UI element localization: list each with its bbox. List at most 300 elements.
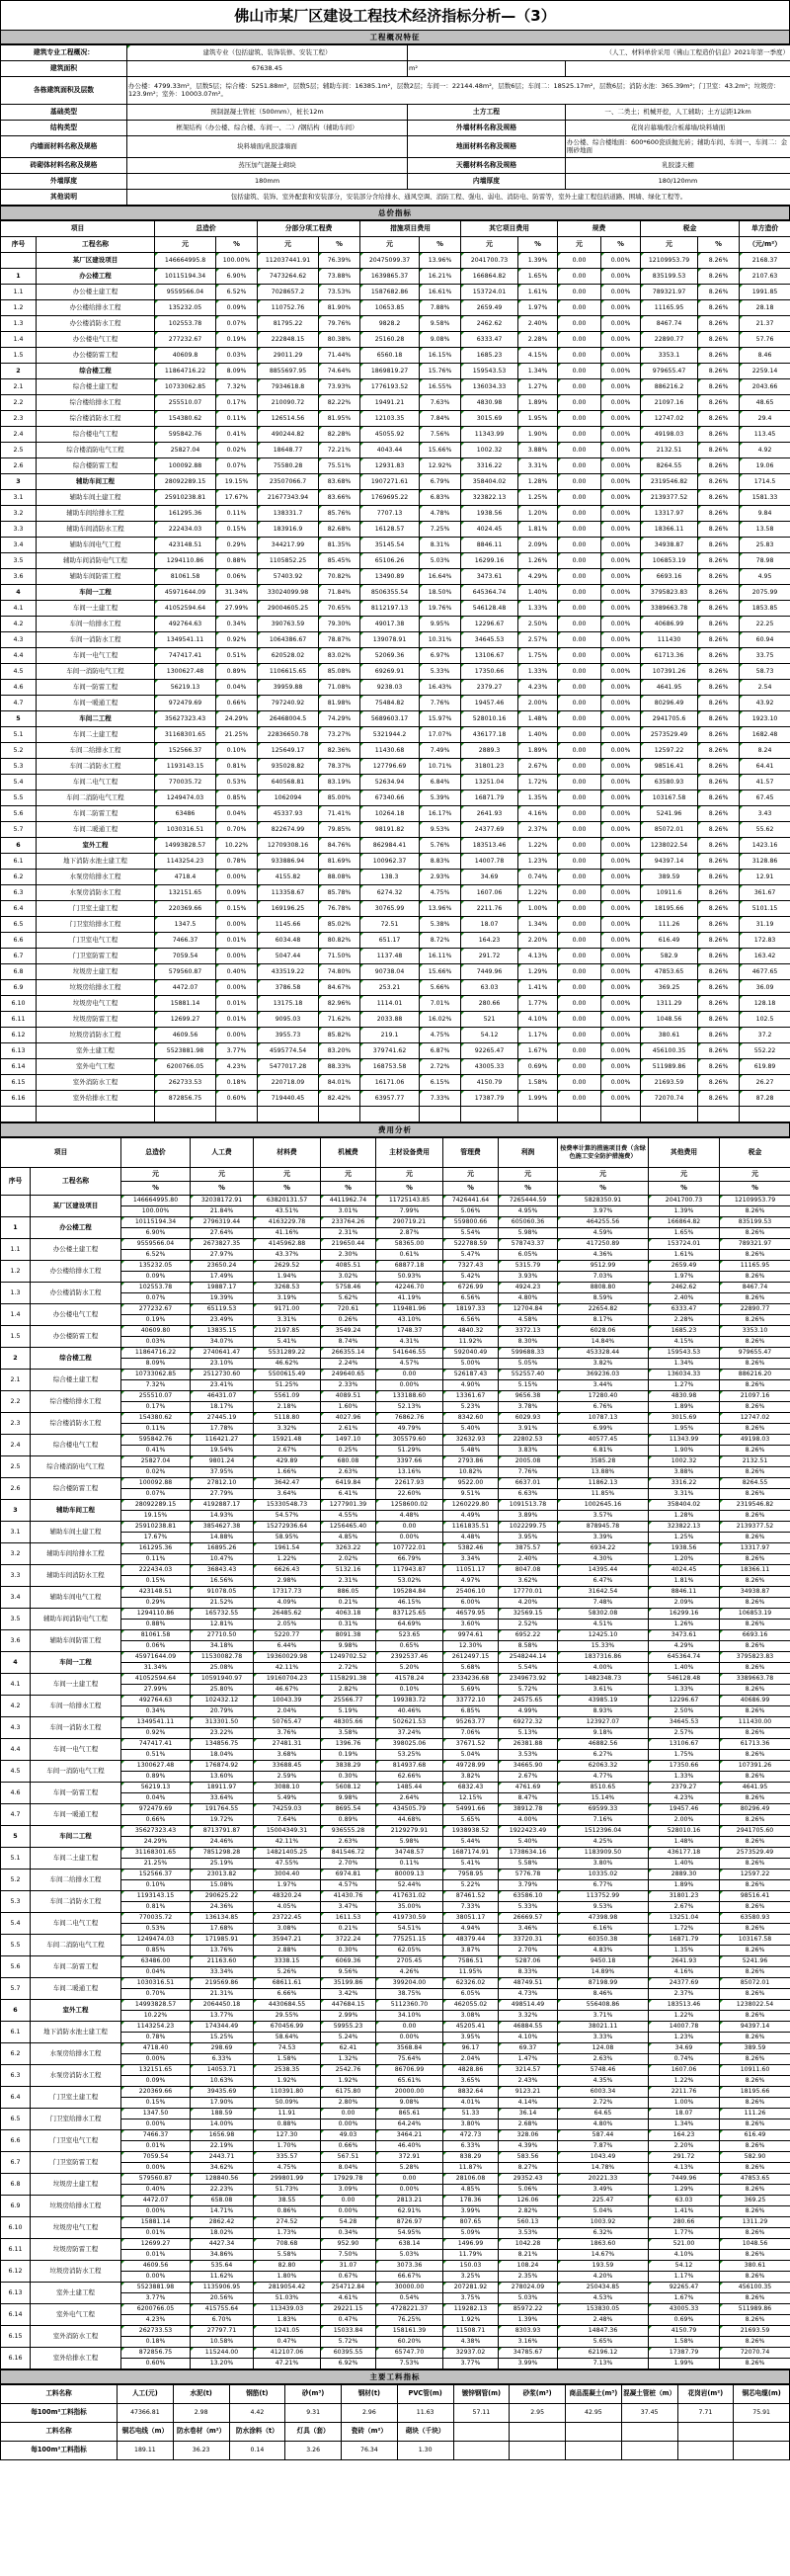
- value-cell: 7.88%: [420, 300, 461, 316]
- value-cell: 2041700.73: [649, 1196, 720, 1206]
- value-cell: 18366.11: [720, 1565, 790, 1576]
- table-row: [1, 1304, 790, 1315]
- percent-cell: 5.15%: [499, 1380, 558, 1391]
- value-cell: 14007.78: [649, 2022, 720, 2033]
- percent-cell: 27.99%: [121, 1685, 191, 1696]
- overview-value: 办公楼、综合楼地面：600*600瓷质抛光砖；辅助车间、车间一、车间二：金刚砂地面: [566, 136, 790, 158]
- value-cell: 26669.57: [499, 1913, 558, 1924]
- value-cell: 1.39%: [518, 253, 558, 269]
- percent-cell: 46.62%: [254, 1359, 321, 1370]
- value-cell: 183513.46: [461, 838, 518, 854]
- value-cell: 63820131.57: [254, 1196, 321, 1206]
- value-cell: 1738634.16: [499, 1848, 558, 1859]
- value-cell: 0.00: [558, 775, 601, 790]
- value-cell: 5315.79: [499, 1261, 558, 1272]
- percent-cell: 51.29%: [376, 1446, 443, 1456]
- value-cell: 8.26%: [698, 411, 740, 427]
- value-cell: 58302.08: [558, 1609, 649, 1620]
- percent-cell: 3.34%: [443, 1554, 499, 1565]
- value-cell: 5523881.98: [121, 2283, 191, 2293]
- value-cell: 64.65: [558, 2109, 649, 2119]
- value-cell: 161295.36: [155, 506, 216, 522]
- percent-cell: 58.95%: [254, 1533, 321, 1543]
- value-cell: 1.81%: [518, 522, 558, 538]
- value-cell: 35627323.43: [121, 1826, 191, 1837]
- percent-cell: 8.17%: [558, 1315, 649, 1326]
- project-name-cell: 办公楼防雷工程: [31, 1326, 121, 1348]
- value-cell: 10653.85: [360, 300, 420, 316]
- value-cell: 4430684.55: [254, 2000, 321, 2011]
- percent-cell: 8.26%: [720, 1446, 790, 1456]
- value-cell: 6726.99: [443, 1283, 499, 1293]
- project-name-cell: 综合楼消防电气工程: [31, 1456, 121, 1478]
- value-cell: 0.00: [558, 506, 601, 522]
- value-cell: 0.18%: [216, 1075, 258, 1091]
- value-cell: 8.26%: [698, 964, 740, 980]
- value-cell: 63486.00: [121, 1956, 191, 1967]
- value-cell: 0.00%: [601, 538, 641, 553]
- project-name-cell: 垃圾房给排水工程: [37, 980, 155, 996]
- value-cell: 464255.56: [558, 1217, 649, 1228]
- value-cell: 4609.56: [121, 2261, 191, 2272]
- row-number-cell: 4.3: [1, 1717, 31, 1739]
- table-row: [1, 121, 790, 136]
- overview-label: 内墙厚度: [408, 174, 566, 190]
- value-cell: 3473.61: [461, 569, 518, 585]
- row-number-cell: 5.7: [1, 822, 37, 838]
- percent-cell: 9.98%: [321, 1793, 376, 1804]
- value-cell: 10.22%: [216, 838, 258, 854]
- percent-cell: 2.67%: [649, 1902, 720, 1913]
- percent-cell: 2.88%: [254, 1946, 321, 1956]
- value-cell: 8.26%: [698, 648, 740, 664]
- percent-cell: 31.34%: [121, 1663, 191, 1674]
- value-cell: 936555.28: [321, 1826, 376, 1837]
- percent-cell: 46.15%: [376, 1598, 443, 1609]
- value-cell: 2889.3: [461, 743, 518, 759]
- value-cell: 1193143.15: [155, 759, 216, 775]
- value-cell: 11343.99: [649, 1435, 720, 1446]
- col-unit: 元: [360, 237, 420, 253]
- value-cell: 80296.49: [641, 696, 698, 711]
- value-cell: 25910238.81: [155, 490, 216, 506]
- percent-cell: 3.25%: [443, 2272, 499, 2283]
- value-cell: 0.00: [558, 474, 601, 490]
- percent-cell: 3.82%: [443, 1772, 499, 1783]
- value-cell: 0.09%: [216, 885, 258, 901]
- row-number-cell: 6.15: [1, 1075, 37, 1091]
- material-value-cell: 7.71: [677, 2404, 734, 2423]
- percent-cell: 1.22%: [649, 2011, 720, 2022]
- value-cell: 39959.88: [258, 680, 319, 696]
- value-cell: 82.96%: [319, 996, 360, 1012]
- value-cell: 7059.54: [155, 949, 216, 964]
- percent-cell: 11.87%: [443, 2163, 499, 2174]
- value-cell: 1143254.23: [155, 854, 216, 870]
- percent-cell: 0.30%: [321, 1946, 376, 1956]
- table-row: [1, 1935, 790, 1946]
- value-cell: 11430.68: [360, 743, 420, 759]
- value-cell: 3397.66: [376, 1456, 443, 1467]
- table-row: [1, 1059, 790, 1075]
- value-cell: 12109953.79: [720, 1196, 790, 1206]
- value-cell: 54991.66: [443, 1804, 499, 1815]
- value-cell: 0.00%: [601, 506, 641, 522]
- percent-cell: 0.06%: [121, 1641, 191, 1652]
- value-cell: 63957.77: [360, 1091, 420, 1107]
- value-cell: 81.90%: [319, 300, 360, 316]
- value-cell: 0.00: [558, 838, 601, 854]
- value-cell: 18.07: [461, 917, 518, 933]
- table-row: [1, 105, 790, 121]
- value-cell: 358404.02: [649, 1500, 720, 1511]
- project-name-cell: 综合楼土建工程: [31, 1370, 121, 1391]
- percent-cell: 8.26%: [720, 2337, 790, 2348]
- row-number-cell: 1: [1, 1217, 31, 1239]
- overview-label: 基础类型: [1, 105, 127, 121]
- percent-cell: 3.82%: [558, 1359, 649, 1370]
- value-cell: 886216.2: [641, 379, 698, 395]
- value-cell: 103167.58: [720, 1935, 790, 1946]
- value-cell: 35627323.43: [155, 711, 216, 727]
- value-cell: 8.26%: [698, 601, 740, 617]
- material-header-cell: PVC管(m): [397, 2385, 453, 2404]
- table-row: [1, 775, 790, 790]
- percent-cell: 5.62%: [321, 1293, 376, 1304]
- percent-cell: 1.83%: [254, 2315, 321, 2326]
- value-cell: 31.34%: [216, 585, 258, 601]
- project-name-cell: 垃圾房消防水工程: [37, 1028, 155, 1043]
- table-row: [1, 1804, 790, 1815]
- table-row: [1, 1696, 790, 1706]
- value-cell: 40686.99: [720, 1696, 790, 1706]
- project-name-cell: 综合楼工程: [31, 1348, 121, 1370]
- percent-cell: 1.22%: [649, 2076, 720, 2087]
- material-header-cell: 花岗岩(m²): [677, 2385, 734, 2404]
- col-group-unit-price: 单方造价: [740, 221, 790, 237]
- value-cell: 0.85%: [216, 790, 258, 806]
- value-cell: 0.00%: [601, 253, 641, 269]
- value-cell: 0.00: [321, 2196, 376, 2206]
- table-row: [1, 980, 790, 996]
- value-cell: 0.00: [558, 411, 601, 427]
- value-cell: 1.48%: [518, 711, 558, 727]
- value-cell: 25827.04: [155, 443, 216, 458]
- percent-cell: 8.74%: [321, 1337, 376, 1348]
- percent-cell: 10.58%: [191, 2337, 254, 2348]
- value-cell: 0.07%: [216, 316, 258, 332]
- value-cell: 1002.32: [649, 1456, 720, 1467]
- value-cell: 1.41%: [518, 980, 558, 996]
- value-cell: 0.00: [558, 1091, 601, 1107]
- value-cell: 3568.84: [376, 2043, 443, 2054]
- material-header-cell: 水泥(t): [173, 2385, 229, 2404]
- value-cell: 8.26%: [698, 632, 740, 648]
- percent-cell: 2.82%: [321, 1685, 376, 1696]
- table-row: [1, 61, 790, 77]
- value-cell: 1.90%: [518, 427, 558, 443]
- value-cell: 10911.6: [641, 885, 698, 901]
- value-cell: 100962.37: [360, 854, 420, 870]
- value-cell: 0.66%: [216, 696, 258, 711]
- percent-cell: 2.48%: [558, 2315, 649, 2326]
- material-header-cell: 钢材(t): [342, 2385, 398, 2404]
- value-cell: 4411962.74: [321, 1196, 376, 1206]
- project-name-cell: 综合楼电气工程: [37, 427, 155, 443]
- table-row: [1, 822, 790, 838]
- percent-cell: 2.52%: [499, 1620, 558, 1630]
- value-cell: 12704.84: [499, 1304, 558, 1315]
- percent-cell: 8.21%: [499, 2250, 558, 2261]
- value-cell: 344217.99: [258, 538, 319, 553]
- percent-cell: 7.64%: [254, 1815, 321, 1826]
- overview-note: （人工、材料单价采用《佛山工程造价信息》2021年第一季度）: [408, 45, 790, 61]
- value-cell: 3338.15: [254, 1956, 321, 1967]
- value-cell: 13251.04: [461, 775, 518, 790]
- value-cell: 65747.70: [376, 2348, 443, 2359]
- value-cell: 2813.21: [376, 2196, 443, 2206]
- project-name-cell: 综合楼土建工程: [37, 379, 155, 395]
- percent-cell: 3.99%: [499, 2359, 558, 2369]
- value-cell: 0.00: [558, 427, 601, 443]
- value-cell: 8.26%: [698, 316, 740, 332]
- percent-cell: 3.31%: [649, 1489, 720, 1500]
- row-number-cell: 3.1: [1, 490, 37, 506]
- percent-cell: 4.85%: [321, 1533, 376, 1543]
- row-number-cell: 6.2: [1, 870, 37, 885]
- value-cell: 4.75%: [420, 1028, 461, 1043]
- value-cell: 8.26%: [698, 822, 740, 838]
- value-cell: 4043.44: [360, 443, 420, 458]
- percent-cell: 7.50%: [321, 2250, 376, 2261]
- value-cell: 0.00%: [601, 427, 641, 443]
- percent-cell: 2.70%: [321, 1859, 376, 1870]
- percent-cell: 8.26%: [720, 2185, 790, 2196]
- table-row: [1, 569, 790, 585]
- percent-cell: 0.31%: [321, 1620, 376, 1630]
- percent-cell: 9.18%: [558, 1728, 649, 1739]
- value-cell: 14993828.57: [155, 838, 216, 854]
- table-row: [1, 1913, 790, 1924]
- percent-cell: 4.83%: [558, 1946, 649, 1956]
- value-cell: 17.67%: [216, 490, 258, 506]
- value-cell: 5.76%: [420, 838, 461, 854]
- percent-cell: 0.19%: [121, 1315, 191, 1326]
- project-name-cell: 室外电气工程: [37, 1059, 155, 1075]
- value-cell: 32632.93: [443, 1435, 499, 1446]
- col-name: 工程名称: [31, 1168, 121, 1196]
- value-cell: 372.91: [376, 2152, 443, 2163]
- value-cell: 323822.13: [649, 1522, 720, 1533]
- material-header-cell: 人工(元): [118, 2385, 174, 2404]
- value-cell: 11343.99: [461, 427, 518, 443]
- value-cell: 1048.56: [720, 2239, 790, 2250]
- value-cell: 106853.19: [720, 1609, 790, 1620]
- percent-cell: 3.08%: [254, 1924, 321, 1935]
- value-cell: 8.26%: [698, 1075, 740, 1091]
- value-cell: 502621.53: [376, 1717, 443, 1728]
- percent-cell: 2.98%: [254, 1576, 321, 1587]
- value-cell: 2107.63: [740, 269, 790, 285]
- value-cell: 46579.95: [443, 1609, 499, 1620]
- value-cell: 7707.13: [360, 506, 420, 522]
- value-cell: 935028.82: [258, 759, 319, 775]
- value-cell: 71.50%: [319, 949, 360, 964]
- percent-cell: 0.11%: [121, 1424, 191, 1435]
- value-cell: 68877.18: [376, 1261, 443, 1272]
- percent-cell: 1.99%: [649, 2359, 720, 2369]
- material-value-cell: 2.96: [342, 2404, 398, 2423]
- project-name-cell: 辅助车间土建工程: [31, 1522, 121, 1543]
- percent-cell: 1.94%: [254, 1272, 321, 1283]
- percent-cell: 37.24%: [376, 1728, 443, 1739]
- cost-table-body: [1, 1196, 790, 2369]
- table-row: [1, 1326, 790, 1337]
- value-cell: 41.57: [740, 775, 790, 790]
- value-cell: 76862.76: [376, 1413, 443, 1424]
- percent-cell: 5.48%: [443, 1446, 499, 1456]
- value-cell: 1002645.16: [558, 1500, 649, 1511]
- value-cell: 154380.62: [121, 1413, 191, 1424]
- value-cell: 0.00%: [601, 885, 641, 901]
- price-table-body: [1, 253, 790, 1122]
- value-cell: 436177.18: [461, 727, 518, 743]
- value-cell: 535.64: [191, 2261, 254, 2272]
- percent-cell: 3.88%: [649, 1467, 720, 1478]
- row-number-cell: 3.1: [1, 1522, 31, 1543]
- percent-cell: 8.26%: [720, 1815, 790, 1826]
- value-cell: 423148.51: [155, 538, 216, 553]
- overview-label: 建筑面积: [1, 61, 127, 77]
- value-cell: 6.83%: [420, 490, 461, 506]
- value-cell: 46431.07: [191, 1391, 254, 1402]
- percent-cell: 1.39%: [649, 1206, 720, 1217]
- table-row: [1, 1435, 790, 1446]
- table-row: [1, 1587, 790, 1598]
- percent-cell: 3.58%: [321, 1728, 376, 1739]
- value-cell: 135232.05: [155, 300, 216, 316]
- value-cell: 0.00: [558, 316, 601, 332]
- percent-cell: 6.56%: [443, 1293, 499, 1304]
- value-cell: 556408.86: [558, 2000, 649, 2011]
- row-number-cell: 6.5: [1, 2109, 31, 2130]
- value-cell: 103167.58: [641, 790, 698, 806]
- percent-cell: 1.25%: [649, 1533, 720, 1543]
- value-cell: 3854627.38: [191, 1522, 254, 1533]
- row-number-cell: 5.5: [1, 790, 37, 806]
- value-cell: 222848.15: [258, 332, 319, 348]
- value-cell: 16299.16: [461, 553, 518, 569]
- table-row: [1, 348, 790, 364]
- value-cell: 0.51%: [216, 648, 258, 664]
- percent-cell: 8.26%: [720, 2076, 790, 2087]
- value-cell: 2641.93: [461, 806, 518, 822]
- percent-cell: 8.33%: [499, 1967, 558, 1978]
- material-value-cell: 2.98: [173, 2404, 229, 2423]
- value-cell: 7.01%: [420, 996, 461, 1012]
- value-cell: 13.96%: [420, 901, 461, 917]
- project-name-cell: 车间一消防电气工程: [37, 664, 155, 680]
- value-cell: 1145.66: [258, 917, 319, 933]
- percent-cell: 5.00%: [443, 1359, 499, 1370]
- value-cell: 10911.60: [720, 2065, 790, 2076]
- percent-cell: 4.99%: [499, 1706, 558, 1717]
- value-cell: 128840.56: [191, 2174, 254, 2185]
- percent-cell: 66.67%: [376, 2272, 443, 2283]
- page-title: 佛山市某厂区建设工程技术经济指标分析—（3）: [1, 1, 790, 31]
- value-cell: 52069.36: [360, 648, 420, 664]
- value-cell: 2796319.44: [191, 1217, 254, 1228]
- project-name-cell: 辅助车间防雷工程: [37, 569, 155, 585]
- value-cell: 1863.60: [558, 2239, 649, 2250]
- value-cell: 61713.36: [720, 1739, 790, 1750]
- value-cell: 31642.54: [558, 1587, 649, 1598]
- row-number-cell: 3: [1, 474, 37, 490]
- value-cell: 5.39%: [420, 790, 461, 806]
- percent-cell: 2.40%: [499, 1554, 558, 1565]
- value-cell: 12699.27: [121, 2239, 191, 2250]
- material-value-cell: 1.30: [397, 2442, 453, 2460]
- table-row: [1, 1956, 790, 1967]
- percent-cell: 37.95%: [191, 1467, 254, 1478]
- value-cell: 0.10%: [216, 743, 258, 759]
- value-cell: 75484.82: [360, 696, 420, 711]
- value-cell: 6934.22: [558, 1543, 649, 1554]
- percent-cell: 0.09%: [121, 1272, 191, 1283]
- value-cell: 152566.37: [155, 743, 216, 759]
- value-cell: 0.41%: [216, 427, 258, 443]
- percent-cell: 5.23%: [443, 1402, 499, 1413]
- value-cell: 38021.11: [558, 2022, 649, 2033]
- percent-cell: 4.80%: [558, 2119, 649, 2130]
- percent-cell: 8.26%: [720, 1837, 790, 1848]
- percent-cell: 2.57%: [649, 1728, 720, 1739]
- row-number-cell: 5.5: [1, 1935, 31, 1956]
- percent-cell: 58.64%: [254, 2033, 321, 2043]
- percent-cell: 0.69%: [649, 2315, 720, 2326]
- value-cell: 5132.16: [321, 1565, 376, 1576]
- value-cell: 81061.58: [121, 1630, 191, 1641]
- value-cell: 0.00%: [601, 522, 641, 538]
- value-cell: 21097.16: [641, 395, 698, 411]
- material-value-cell: 9.31: [285, 2404, 342, 2423]
- percent-cell: 1.73%: [254, 2228, 321, 2239]
- value-cell: 541646.55: [376, 1348, 443, 1359]
- percent-cell: 53.25%: [376, 1750, 443, 1761]
- percent-cell: 21.25%: [121, 1859, 191, 1870]
- col-pct: %: [321, 1182, 376, 1196]
- value-cell: 174344.49: [191, 2022, 254, 2033]
- percent-cell: 8.26%: [720, 1554, 790, 1565]
- percent-cell: 6.00%: [443, 1598, 499, 1609]
- value-cell: 305579.60: [376, 1435, 443, 1446]
- row-number-cell: 5.1: [1, 1848, 31, 1870]
- value-cell: 16.11%: [420, 949, 461, 964]
- value-cell: 92265.47: [461, 1043, 518, 1059]
- percent-cell: 0.07%: [121, 1293, 191, 1304]
- overview-label: 砖砌体材料名称及规格: [1, 158, 127, 174]
- percent-cell: 6.33%: [443, 2141, 499, 2152]
- value-cell: 8.26%: [698, 553, 740, 569]
- value-cell: 85.00%: [319, 790, 360, 806]
- value-cell: 25160.28: [360, 332, 420, 348]
- value-cell: 49198.03: [641, 427, 698, 443]
- value-cell: 398025.06: [376, 1739, 443, 1750]
- value-cell: 434505.79: [376, 1804, 443, 1815]
- value-cell: 110391.80: [254, 2087, 321, 2098]
- value-cell: 5241.96: [641, 806, 698, 822]
- percent-cell: 0.02%: [121, 1467, 191, 1478]
